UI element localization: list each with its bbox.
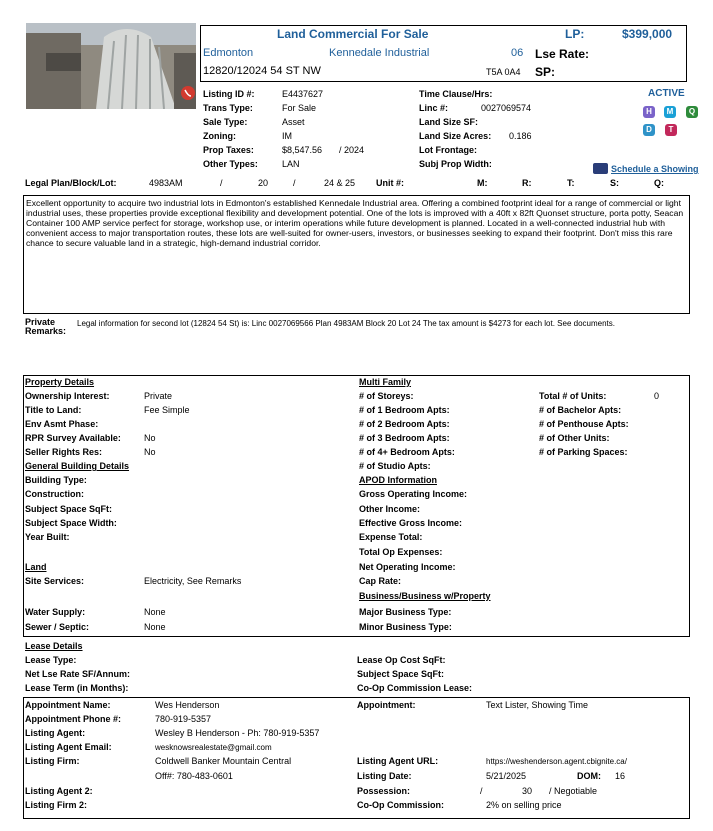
postal-code: T5A 0A4: [486, 67, 521, 77]
tax-year: / 2024: [339, 145, 365, 155]
total-op-expenses-label: Total Op Expenses:: [359, 547, 443, 557]
private-remarks: Legal information for second lot (12824 54 St) is: Linc 0027069566 Plan 4983AM Block 20 Lot 24 The tax amount is $4273 for each lot. See documents.: [77, 319, 615, 328]
h-icon[interactable]: H: [643, 106, 655, 118]
agent-email[interactable]: wesknowsrealestate@gmail.com: [155, 743, 272, 752]
sewer-value: None: [144, 622, 166, 632]
seller-rights-value: No: [144, 447, 156, 457]
penthouse-label: # of Penthouse Apts:: [539, 419, 629, 429]
prop-taxes-label: Prop Taxes:: [203, 145, 254, 155]
net-lease-rate-label: Net Lse Rate SF/Annum:: [25, 669, 131, 679]
legal-plan: 4983AM: [149, 178, 183, 188]
lease-term-label: Lease Term (in Months):: [25, 683, 129, 693]
m-icon[interactable]: M: [664, 106, 676, 118]
m-label: M:: [477, 178, 488, 188]
zoning-label: Zoning:: [203, 131, 236, 141]
appt-phone: 780-919-5357: [155, 714, 212, 724]
schedule-showing-link[interactable]: Schedule a Showing: [611, 164, 699, 174]
coop-commission: 2% on selling price: [486, 800, 562, 810]
year-built-label: Year Built:: [25, 532, 70, 542]
sale-type: Asset: [282, 117, 305, 127]
legal-separator-2: /: [293, 178, 296, 188]
appt-name: Wes Henderson: [155, 700, 220, 710]
sewer-label: Sewer / Septic:: [25, 622, 90, 632]
unit-label: Unit #:: [376, 178, 404, 188]
agent-url[interactable]: https://weshenderson.agent.cbignite.ca/: [486, 757, 627, 766]
rpr-value: No: [144, 433, 156, 443]
lease-subject-space-label: Subject Space SqFt:: [357, 669, 445, 679]
dom-label: DOM:: [577, 771, 601, 781]
listing-date-label: Listing Date:: [357, 771, 412, 781]
public-remarks: Excellent opportunity to acquire two industrial lots in Edmonton's established Kennedale Industrial area. Offering a combined footprint ideal for a range of commercial or light industrial uses, these properties provide exceptional flexibility and development potential. One of the lots is improved with a 40ft x 82ft Quonset structure, porta potty, Seacan Container 100 AMP service perfect for storage, workshop use, or interim operations while future development is planned. Located in a well-connected industrial hub with convenient access to major transportation routes, these lots are well-suited for owner-users, investors, or businesses seeking to expand their footprint. Don't miss this rare chance to secure valuable land in a strategic, high-demand industrial corridor.: [26, 198, 684, 248]
major-business-label: Major Business Type:: [359, 607, 452, 617]
building-type-label: Building Type:: [25, 475, 87, 485]
possession-separator: /: [480, 786, 483, 796]
possession-terms: / Negotiable: [549, 786, 598, 796]
listing-agent-label: Listing Agent:: [25, 728, 86, 738]
listing-firm: Coldwell Banker Mountain Central: [155, 756, 292, 766]
lse-rate-label: Lse Rate:: [535, 47, 590, 61]
lot-frontage-label: Lot Frontage:: [419, 145, 477, 155]
possession-label: Possession:: [357, 786, 411, 796]
title-value: Fee Simple: [144, 405, 190, 415]
seller-rights-label: Seller Rights Res:: [25, 447, 103, 457]
land-size-acres-label: Land Size Acres:: [419, 131, 492, 141]
listing-id: E4437627: [282, 89, 324, 99]
address: 12820/12024 54 ST NW: [203, 65, 321, 77]
legal-lot: 24 & 25: [324, 178, 356, 188]
q-icon[interactable]: Q: [686, 106, 698, 118]
expense-total-label: Expense Total:: [359, 532, 423, 542]
listing-id-label: Listing ID #:: [203, 89, 255, 99]
property-details-heading: Property Details: [25, 377, 95, 387]
water-supply-value: None: [144, 607, 166, 617]
possession-days: 30: [522, 786, 533, 796]
storeys-label: # of Storeys:: [359, 391, 414, 401]
list-price: $399,000: [622, 27, 673, 41]
two-bed-label: # of 2 Bedroom Apts:: [359, 419, 450, 429]
listing-firm-label: Listing Firm:: [25, 756, 80, 766]
firm-office-phone: Off#: 780-483-0601: [155, 771, 233, 781]
zone: 06: [511, 47, 524, 59]
r-label: R:: [522, 178, 532, 188]
time-clause-label: Time Clause/Hrs:: [419, 89, 493, 99]
linc-label: Linc #:: [419, 103, 449, 113]
appointment-label: Appointment:: [357, 700, 416, 710]
appointment: Text Lister, Showing Time: [486, 700, 589, 710]
ownership-label: Ownership Interest:: [25, 391, 110, 401]
city: Edmonton: [203, 47, 254, 59]
ownership-value: Private: [144, 391, 173, 401]
other-types-label: Other Types:: [203, 159, 258, 169]
apod-heading: APOD Information: [359, 475, 437, 485]
lease-type-label: Lease Type:: [25, 655, 77, 665]
land-size-sf-label: Land Size SF:: [419, 117, 479, 127]
agent-email-label: Listing Agent Email:: [25, 742, 112, 752]
listing-firm-2-label: Listing Firm 2:: [25, 800, 88, 810]
private-remarks-label: Private Remarks:: [25, 317, 67, 336]
minor-business-label: Minor Business Type:: [359, 622, 452, 632]
agent-url-label: Listing Agent URL:: [357, 756, 439, 766]
water-supply-label: Water Supply:: [25, 607, 86, 617]
subject-space-width-label: Subject Space Width:: [25, 518, 117, 528]
rpr-label: RPR Survey Available:: [25, 433, 121, 443]
legal-label: Legal Plan/Block/Lot:: [25, 178, 117, 188]
effective-income-label: Effective Gross Income:: [359, 518, 463, 528]
property-photo: [26, 23, 196, 109]
land-size-acres: 0.186: [509, 131, 532, 141]
lease-details-heading: Lease Details: [25, 641, 83, 651]
lease-op-cost-label: Lease Op Cost SqFt:: [357, 655, 446, 665]
other-units-label: # of Other Units:: [539, 433, 610, 443]
one-bed-label: # of 1 Bedroom Apts:: [359, 405, 450, 415]
trans-type-label: Trans Type:: [203, 103, 253, 113]
area: Kennedale Industrial: [329, 47, 430, 59]
business-heading: Business/Business w/Property: [359, 591, 491, 601]
bachelor-label: # of Bachelor Apts:: [539, 405, 622, 415]
calendar-icon[interactable]: [593, 163, 608, 174]
sale-type-label: Sale Type:: [203, 117, 248, 127]
appt-phone-label: Appointment Phone #:: [25, 714, 121, 724]
env-asmt-label: Env Asmt Phase:: [25, 419, 99, 429]
site-services-value: Electricity, See Remarks: [144, 576, 242, 586]
status-badge: ACTIVE: [648, 88, 685, 99]
total-units-value: 0: [654, 391, 660, 401]
appt-name-label: Appointment Name:: [25, 700, 111, 710]
linc: 0027069574: [481, 103, 532, 113]
total-units-label: Total # of Units:: [539, 391, 607, 401]
net-income-label: Net Operating Income:: [359, 562, 456, 572]
zoning: IM: [282, 131, 292, 141]
title-label: Title to Land:: [25, 405, 82, 415]
subj-prop-width-label: Subj Prop Width:: [419, 159, 492, 169]
trans-type: For Sale: [282, 103, 317, 113]
listing-agent-2-label: Listing Agent 2:: [25, 786, 93, 796]
multi-family-heading: Multi Family: [359, 377, 412, 387]
listing-agent: Wesley B Henderson - Ph: 780-919-5357: [155, 728, 320, 738]
listing-date: 5/21/2025: [486, 771, 527, 781]
subject-space-sqft-label: Subject Space SqFt:: [25, 504, 113, 514]
other-types: LAN: [282, 159, 300, 169]
four-bed-label: # of 4+ Bedroom Apts:: [359, 447, 455, 457]
q-label: Q:: [654, 178, 664, 188]
listing-title: Land Commercial For Sale: [277, 27, 429, 41]
cap-rate-label: Cap Rate:: [359, 576, 402, 586]
site-services-label: Site Services:: [25, 576, 85, 586]
legal-block: 20: [258, 178, 269, 188]
dom: 16: [615, 771, 626, 781]
gross-income-label: Gross Operating Income:: [359, 489, 468, 499]
three-bed-label: # of 3 Bedroom Apts:: [359, 433, 450, 443]
lp-label: LP:: [565, 27, 585, 41]
sp-label: SP:: [535, 65, 556, 79]
general-building-heading: General Building Details: [25, 461, 130, 471]
legal-separator: /: [220, 178, 223, 188]
prop-taxes: $8,547.56: [282, 145, 323, 155]
coop-lease-label: Co-Op Commission Lease:: [357, 683, 473, 693]
parking-label: # of Parking Spaces:: [539, 447, 628, 457]
construction-label: Construction:: [25, 489, 84, 499]
coop-commission-label: Co-Op Commission:: [357, 800, 444, 810]
t-icon[interactable]: T: [665, 124, 677, 136]
d-icon[interactable]: D: [643, 124, 655, 136]
studio-label: # of Studio Apts:: [359, 461, 431, 471]
land-heading: Land: [25, 562, 47, 572]
other-income-label: Other Income:: [359, 504, 421, 514]
s-label: S:: [610, 178, 619, 188]
t-label: T:: [567, 178, 575, 188]
